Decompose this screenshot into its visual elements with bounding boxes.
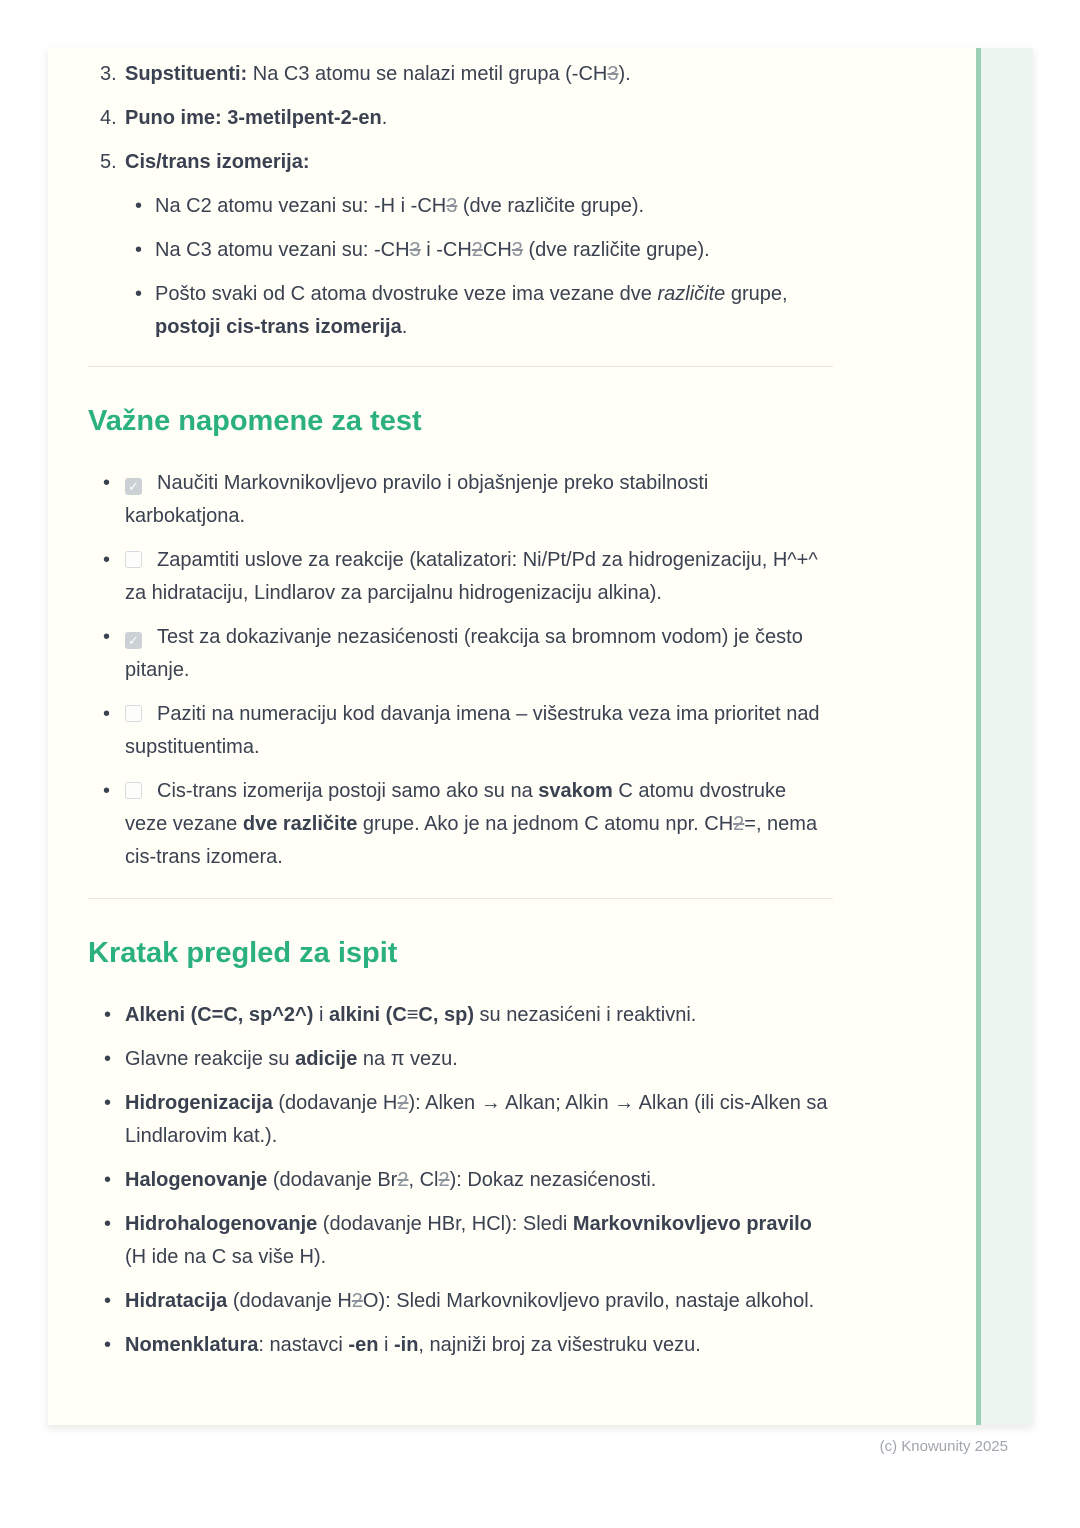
text-run: -in <box>393 1334 419 1356</box>
text-run: ). <box>618 63 631 85</box>
bullet-icon: • <box>103 472 111 494</box>
bullet-icon: • <box>135 283 143 305</box>
list-item-text <box>125 626 803 681</box>
text-run: . <box>381 107 388 129</box>
list-item-text <box>155 283 788 338</box>
list-item <box>88 698 833 764</box>
document-card <box>48 48 1033 1425</box>
checkbox-checked-icon[interactable]: ✓ <box>125 632 142 649</box>
bullet-icon: • <box>103 549 111 571</box>
bullet-icon: • <box>104 1334 112 1356</box>
text-run: grupe, <box>725 283 788 305</box>
list-item <box>88 621 833 687</box>
text-run: postoji cis-trans izomerija <box>155 316 402 338</box>
list-item <box>88 234 833 267</box>
bullet-icon: • <box>104 1092 112 1114</box>
subscript-text: 3 <box>446 195 458 217</box>
text-run: Glavne reakcije su <box>125 1048 296 1070</box>
text-run: Alkeni (C=C, sp^2^) <box>125 1004 314 1026</box>
green-accent-stripe <box>976 48 1033 1425</box>
notes-checklist <box>88 467 833 874</box>
text-run: (dve različite grupe). <box>522 239 710 261</box>
bullet-icon: • <box>104 1290 112 1312</box>
bullet-icon: • <box>104 1004 112 1026</box>
list-item-text <box>125 703 820 758</box>
checkbox-checked-icon[interactable]: ✓ <box>125 478 142 495</box>
text-run: . <box>401 316 408 338</box>
bullet-icon: • <box>103 626 111 648</box>
bullet-icon: • <box>104 1213 112 1235</box>
text-run: dve različite <box>242 813 358 835</box>
list-item <box>88 1208 833 1274</box>
list-item-text <box>155 195 644 217</box>
text-run: Puno ime: 3-metilpent-2-en <box>125 107 382 129</box>
checkbox-unchecked-icon[interactable] <box>125 705 142 722</box>
text-run: i <box>378 1334 394 1356</box>
subscript-text: 2 <box>438 1169 450 1191</box>
bullet-icon: • <box>103 780 111 802</box>
list-number: 4. <box>100 107 117 129</box>
text-run: alkini (C≡C, sp) <box>328 1004 474 1026</box>
text-run: Naučiti Markovnikovljevo pravilo i objašnjenje preko stabilnosti karbokatjona. <box>125 472 709 527</box>
list-item <box>88 1087 833 1153</box>
list-item <box>88 1164 833 1197</box>
text-run: O): Sledi Markovnikovljevo pravilo, nastaje alkohol. <box>362 1290 815 1312</box>
text-run: Cis-trans izomerija postoji samo ako su na <box>157 780 539 802</box>
text-run: ): Dokaz nezasićenosti. <box>449 1169 657 1191</box>
list-item-text <box>125 1092 828 1147</box>
list-item <box>88 1329 833 1362</box>
list-item <box>88 775 833 874</box>
bullet-icon: • <box>103 703 111 725</box>
text-run: (dodavanje Br <box>267 1169 398 1191</box>
text-run: -en <box>348 1334 379 1356</box>
text-run: grupe. Ako je na jednom C atomu npr. CH <box>357 813 734 835</box>
text-run: (dodavanje HBr, HCl): Sledi <box>317 1213 573 1235</box>
bullet-icon: • <box>135 239 143 261</box>
bullet-icon: • <box>104 1048 112 1070</box>
list-item <box>88 146 833 179</box>
text-run: su nezasićeni i reaktivni. <box>474 1004 697 1026</box>
subscript-text: 2 <box>397 1169 409 1191</box>
text-run: ): Alken → Alkan; Alkin → Alkan (ili cis-Alken sa Lindlarovim kat.). <box>125 1092 828 1147</box>
sub-bullet-list <box>88 190 833 344</box>
list-item-text <box>125 1334 701 1356</box>
list-item-text <box>155 239 710 261</box>
bullet-icon: • <box>104 1169 112 1191</box>
notes-section-heading: Važne napomene za test <box>88 405 422 437</box>
text-run: Hidrohalogenovanje <box>125 1213 318 1235</box>
text-run: CH <box>482 239 512 261</box>
list-item-text <box>125 1048 458 1070</box>
text-run: C atomu dvostruke veze vezane <box>125 780 787 835</box>
text-run: i <box>313 1004 329 1026</box>
list-item <box>88 1043 833 1076</box>
checkbox-unchecked-icon[interactable] <box>125 551 142 568</box>
numbered-list <box>88 58 833 344</box>
section-divider <box>88 898 833 899</box>
bullet-icon: • <box>135 195 143 217</box>
text-run: Paziti na numeraciju kod davanja imena – višestruka veza ima prioritet nad supstituentima. <box>125 703 820 758</box>
text-run: Hidratacija <box>125 1290 228 1312</box>
text-run: svakom <box>538 780 613 802</box>
list-item <box>88 278 833 344</box>
text-run: =, nema cis-trans izomera. <box>125 813 818 868</box>
text-run: i -CH <box>420 239 472 261</box>
text-run: adicije <box>295 1048 358 1070</box>
list-number: 5. <box>100 151 117 173</box>
list-number: 3. <box>100 63 117 85</box>
text-run: Nomenklatura <box>125 1334 259 1356</box>
text-run: (dodavanje H <box>227 1290 352 1312</box>
list-item <box>88 58 833 91</box>
list-item-text <box>125 1213 812 1268</box>
text-run: (dodavanje H <box>272 1092 398 1114</box>
text-run: Na C3 atomu se nalazi metil grupa (-CH <box>247 63 608 85</box>
text-run: : nastavci <box>258 1334 349 1356</box>
text-run: Supstituenti: <box>125 63 248 85</box>
list-item <box>88 190 833 223</box>
list-item-text <box>125 472 708 527</box>
text-run: različite <box>657 283 726 305</box>
text-run: Halogenovanje <box>125 1169 268 1191</box>
list-item-text <box>125 107 387 129</box>
summary-bullet-list <box>88 999 833 1362</box>
subscript-text: 3 <box>409 239 421 261</box>
subscript-text: 2 <box>397 1092 409 1114</box>
text-run: (dve različite grupe). <box>457 195 645 217</box>
list-item <box>88 467 833 533</box>
text-run: Zapamtiti uslove za reakcije (katalizatori: Ni/Pt/Pd za hidrogenizaciju, H^+^ za hidrataciju, Lindlarov za parcijalnu hidrogenizaciju alkina). <box>125 549 818 604</box>
summary-section-heading: Kratak pregled za ispit <box>88 937 398 969</box>
list-item-text <box>125 1004 696 1026</box>
list-item-text <box>125 780 817 868</box>
footer-copyright: (c) Knowunity 2025 <box>879 1438 1008 1455</box>
subscript-text: 2 <box>733 813 745 835</box>
list-item-text <box>125 1290 814 1312</box>
subscript-text: 3 <box>511 239 523 261</box>
list-item <box>88 544 833 610</box>
subscript-text: 3 <box>607 63 619 85</box>
list-item <box>88 102 833 135</box>
section-divider <box>88 366 833 367</box>
list-item-text <box>125 1169 656 1191</box>
list-item-text <box>125 151 310 173</box>
text-run: Markovnikovljevo pravilo <box>572 1213 812 1235</box>
subscript-text: 2 <box>471 239 483 261</box>
subscript-text: 2 <box>351 1290 363 1312</box>
text-run: Pošto svaki od C atoma dvostruke veze ima vezane dve <box>155 283 658 305</box>
text-run: , najniži broj za višestruku vezu. <box>418 1334 701 1356</box>
text-run: , Cl <box>408 1169 439 1191</box>
text-run: na π vezu. <box>357 1048 458 1070</box>
document-content <box>48 48 873 1362</box>
text-run: Na C2 atomu vezani su: -H i -CH <box>155 195 447 217</box>
text-run: Hidrogenizacija <box>125 1092 273 1114</box>
list-item-text <box>125 63 631 85</box>
text-run: Cis/trans izomerija: <box>125 151 310 173</box>
text-run: (H ide na C sa više H). <box>125 1246 327 1268</box>
list-item <box>88 999 833 1032</box>
list-item-text <box>125 549 818 604</box>
list-item <box>88 1285 833 1318</box>
text-run: Na C3 atomu vezani su: -CH <box>155 239 410 261</box>
text-run: Test za dokazivanje nezasićenosti (reakcija sa bromnom vodom) je često pitanje. <box>125 626 803 681</box>
checkbox-unchecked-icon[interactable] <box>125 782 142 799</box>
